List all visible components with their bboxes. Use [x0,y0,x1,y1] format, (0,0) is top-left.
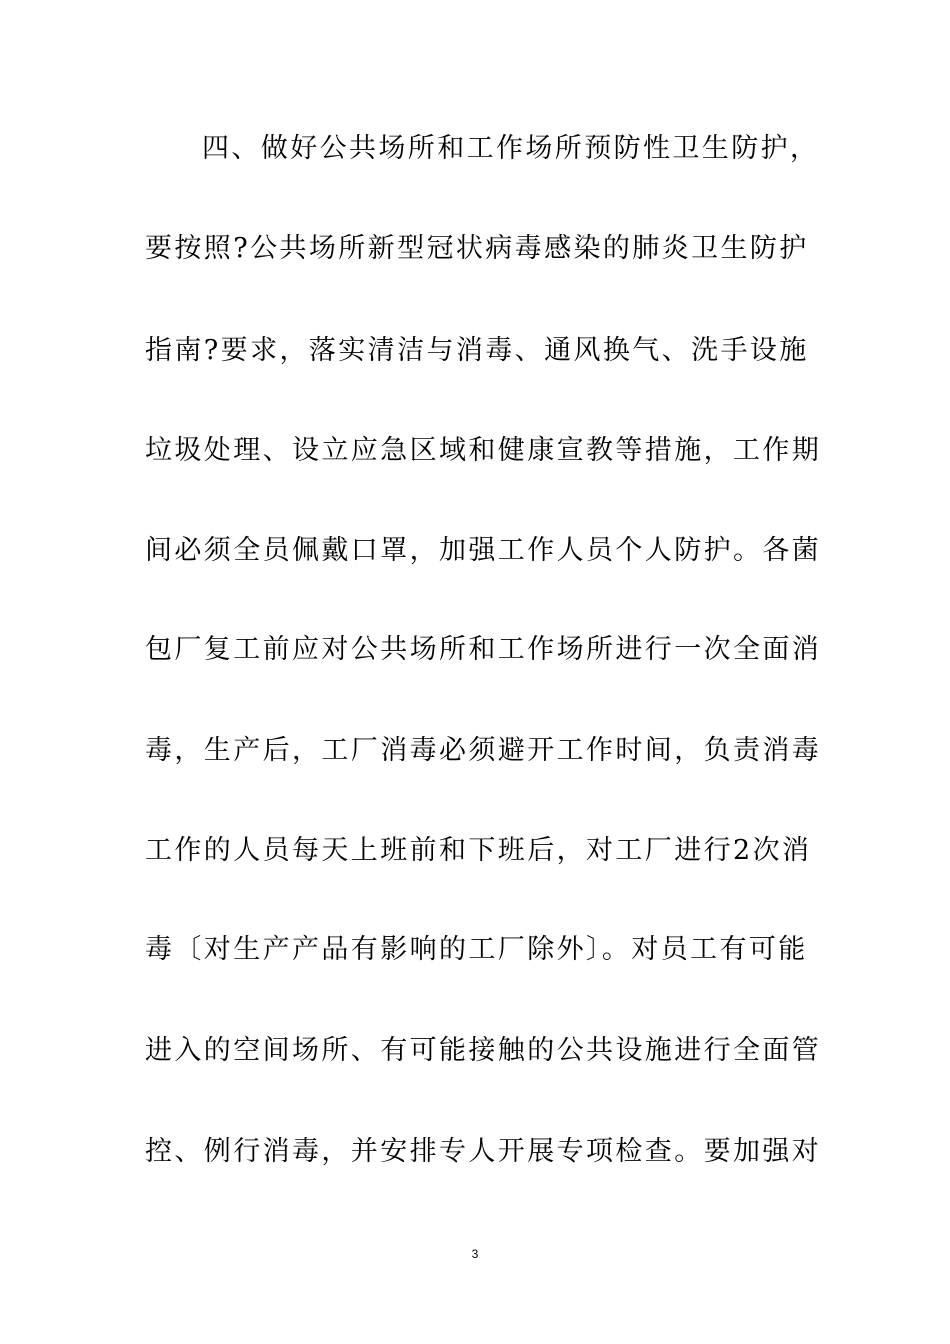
paragraph-line: 指南?要求，落实清洁与消毒、通风换气、洗手设施 [145,335,809,366]
page-number: 3 [471,1247,479,1261]
paragraph-line: 包厂复工前应对公共场所和工作场所进行一次全面消 [145,634,822,665]
paragraph-line: 毒，生产后，工厂消毒必须避开工作时间，负责消毒 [145,735,822,766]
paragraph-line: 控、例行消毒，并安排专人开展专项检查。要加强对 [145,1136,822,1167]
paragraph-line: 要按照?公共场所新型冠状病毒感染的肺炎卫生防护 [145,233,809,264]
paragraph-line: 四、做好公共场所和工作场所预防性卫生防护， [202,133,820,164]
paragraph-line: 垃圾处理、设立应急区域和健康宣教等措施，工作期 [145,435,822,466]
paragraph-line: 进入的空间场所、有可能接触的公共设施进行全面管 [145,1035,822,1066]
paragraph-line: 间必须全员佩戴口罩，加强工作人员个人防护。各菌 [145,535,822,566]
paragraph-line: 工作的人员每天上班前和下班后，对工厂进行2次消 [145,835,812,866]
paragraph-line: 毒〔对生产产品有影响的工厂除外〕。对员工有可能 [145,934,808,965]
